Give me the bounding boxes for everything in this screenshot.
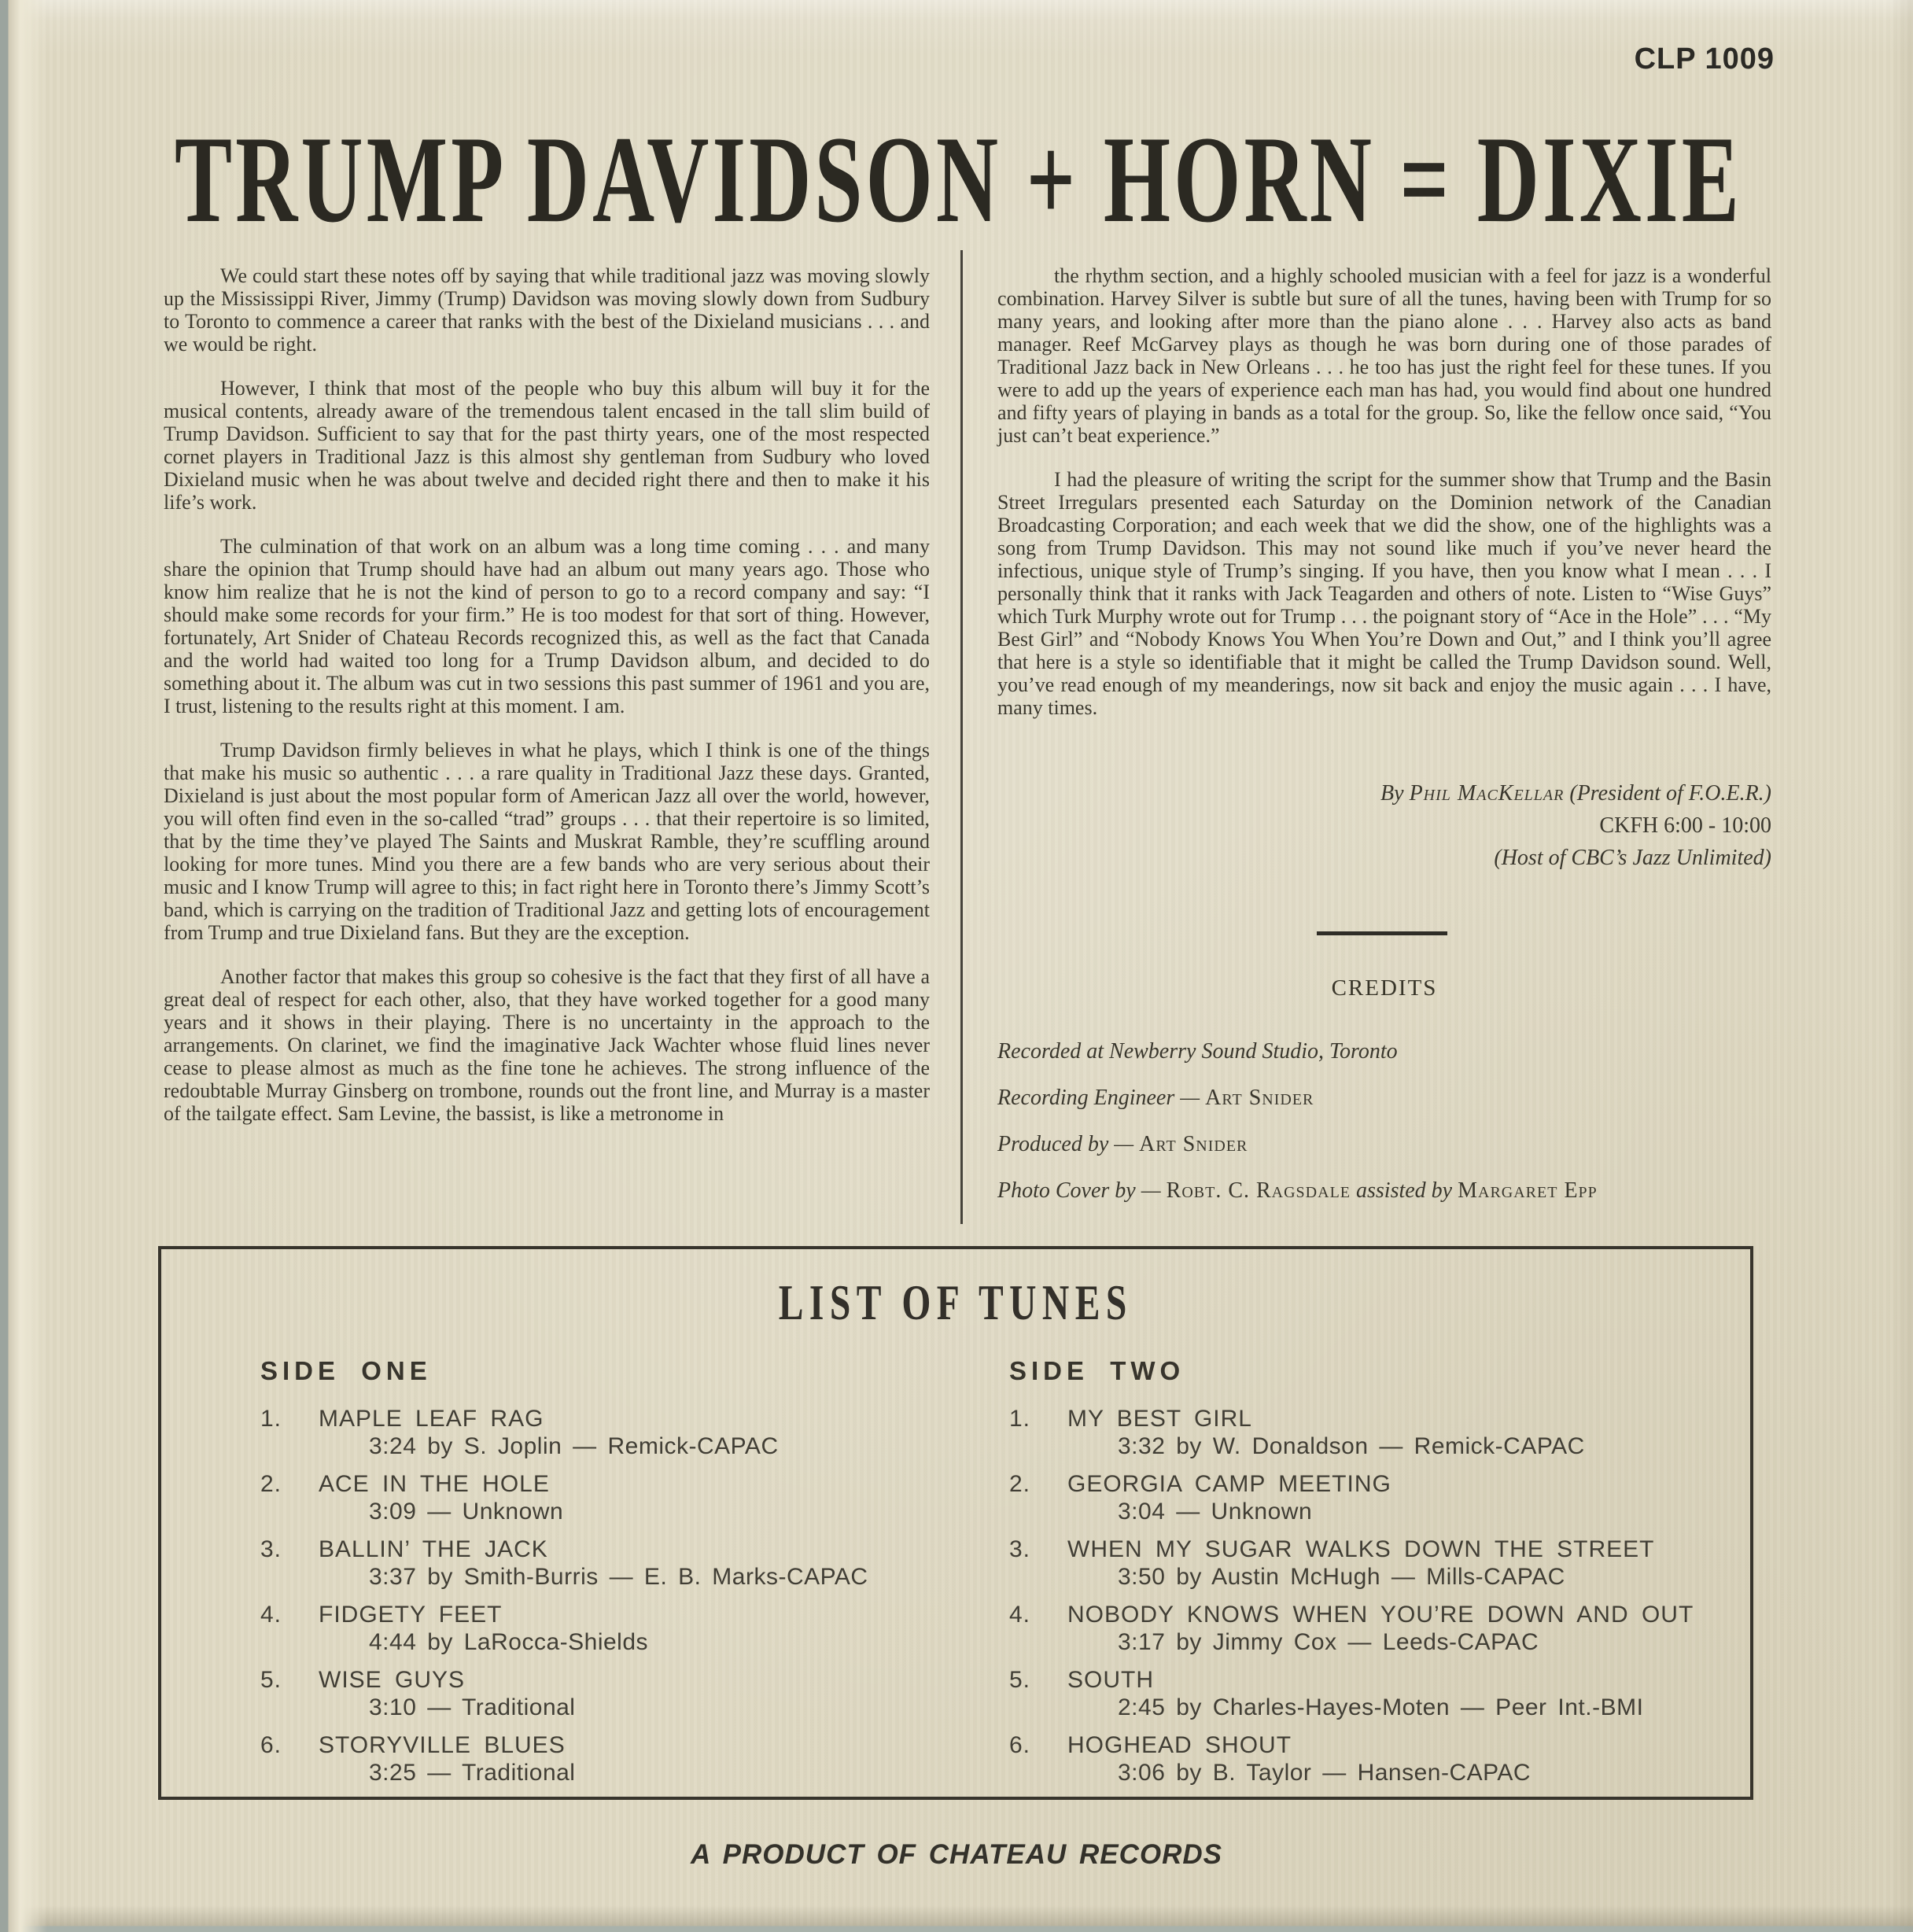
track-title-line — [1009, 1536, 1741, 1563]
credits-heading: CREDITS — [1331, 975, 1438, 1001]
track-row — [1009, 1666, 1741, 1721]
liner-notes-left-column — [164, 264, 930, 1146]
track-row — [1009, 1405, 1741, 1460]
liner-notes-right-column — [997, 264, 1771, 740]
liner-notes-paragraph: We could start these notes off by saying that while traditional jazz was moving slowly up the Mississippi River, Jimmy (Trump) Davidson was moving slowly down from Sudbury to Toronto to commence a career that ranks with the best of the Dixieland musicians . . . and we would be right. — [164, 264, 930, 356]
text-segment: Art Snider — [1139, 1132, 1248, 1156]
album-title: TRUMP DAVIDSON + HORN = DIXIE — [175, 111, 1742, 249]
side-one-track-list — [260, 1405, 968, 1786]
track-title-line — [260, 1731, 968, 1759]
track-title: FIDGETY FEET — [319, 1602, 503, 1628]
byline-line — [997, 842, 1771, 874]
liner-notes-paragraph: However, I think that most of the people who buy this album will buy it for the musical contents, already aware of the tremendous talent encased in the tall slim build of Trump Davidson. Sufficient to say that for the past thirty years, one of the most respected cornet players in Traditional Jazz is this almost shy gentleman from Sudbury who loved Dixieland music when he was about twelve and decided right there and then to make it his life’s work. — [164, 377, 930, 514]
track-detail: 2:45 by Charles-Hayes-Moten — Peer Int.-BMI — [1118, 1694, 1644, 1720]
byline-line — [997, 809, 1771, 842]
byline — [997, 777, 1771, 874]
track-title: HOGHEAD SHOUT — [1067, 1732, 1292, 1758]
text-segment: Photo Cover by — — [997, 1178, 1167, 1203]
track-row — [1009, 1536, 1741, 1591]
track-detail: 3:06 by B. Taylor — Hansen-CAPAC — [1118, 1760, 1532, 1786]
credit-line — [997, 1133, 1771, 1156]
record-label-credit: A PRODUCT OF CHATEAU RECORDS — [690, 1839, 1223, 1870]
text-segment: (Host of CBC’s Jazz Unlimited) — [1494, 846, 1771, 870]
list-of-tunes-box — [158, 1246, 1753, 1800]
column-divider-rule — [960, 250, 963, 1224]
liner-notes-paragraph: The culmination of that work on an album was a long time coming . . . and many share the opinion that Trump should have had an album out many years ago. Those who know him realize that he is not the kind of person to go to a record company and say: “I should make some records for your firm.” He is too modest for that sort of thing. However, fortunately, Art Snider of Chateau Records recognized this, as well as the fact that Canada and the world had waited too long for a Trump Davidson album, and decided to do something about it. The album was cut in two sessions this past summer of 1961 and you are, I trust, listening to the results right at this moment. I am. — [164, 535, 930, 717]
text-segment: Recorded at Newberry Sound Studio, Toronto — [997, 1039, 1398, 1064]
track-title: NOBODY KNOWS WHEN YOU’RE DOWN AND OUT — [1067, 1602, 1694, 1628]
credits-divider-rule — [1317, 931, 1447, 935]
track-detail: 3:32 by W. Donaldson — Remick-CAPAC — [1118, 1433, 1585, 1459]
side-two-section — [1009, 1356, 1741, 1797]
track-title-line — [1009, 1601, 1741, 1628]
side-two-track-list — [1009, 1405, 1741, 1786]
side-one-section — [260, 1356, 968, 1797]
track-title-line — [260, 1405, 968, 1432]
track-number: 3. — [1009, 1536, 1031, 1562]
track-number: 2. — [260, 1471, 282, 1497]
text-segment: Phil MacKellar — [1409, 781, 1565, 806]
track-detail: 3:37 by Smith-Burris — E. B. Marks-CAPAC — [369, 1564, 868, 1590]
track-number: 2. — [1009, 1471, 1031, 1497]
text-segment: CKFH 6:00 - 10:00 — [1599, 813, 1771, 838]
track-title: WISE GUYS — [319, 1667, 466, 1693]
track-row — [1009, 1731, 1741, 1786]
track-number: 4. — [260, 1602, 282, 1628]
track-number: 5. — [1009, 1667, 1031, 1693]
track-number: 5. — [260, 1667, 282, 1693]
track-detail: 3:04 — Unknown — [1118, 1499, 1313, 1525]
track-number: 1. — [260, 1406, 282, 1432]
track-number: 1. — [1009, 1406, 1031, 1432]
text-segment: Art Snider — [1205, 1086, 1314, 1110]
side-two-label: SIDE TWO — [1009, 1356, 1185, 1385]
track-detail: 3:09 — Unknown — [369, 1499, 564, 1525]
track-title: BALLIN’ THE JACK — [319, 1536, 548, 1562]
liner-notes-paragraph: the rhythm section, and a highly schooled musician with a feel for jazz is a wonderful combination. Harvey Silver is subtle but sure of all the tunes, having been with Trump for so many years, and looking after more than the piano alone . . . Harvey also acts as band manager. Reef McGarvey plays as though he was born during one of those parades of Traditional Jazz back in New Orleans . . . he too has just the right feel for these tunes. If you were to add up the years of experience each man has had, you would find about one hundred and fifty years of playing in bands as a total for the group. So, like the fellow once said, “You just can’t beat experience.” — [997, 264, 1771, 447]
track-title: STORYVILLE BLUES — [319, 1732, 566, 1758]
track-title: MAPLE LEAF RAG — [319, 1406, 544, 1432]
text-segment: Margaret Epp — [1458, 1178, 1598, 1203]
track-title-line — [260, 1666, 968, 1694]
track-row — [260, 1666, 968, 1721]
tunes-heading: LIST OF TUNES — [779, 1274, 1133, 1330]
track-title-line — [260, 1601, 968, 1628]
track-row — [1009, 1470, 1741, 1525]
byline-line — [997, 777, 1771, 809]
liner-notes-paragraph: I had the pleasure of writing the script for the summer show that Trump and the Basin Street Irregulars presented each Saturday on the Dominion network of the Canadian Broadcasting Corporation; and each week that we did the show, one of the highlights was a song from Trump Davidson. This may not sound like much if you’ve never heard the infectious, unique style of Trump’s singing. If you have, then you know what I mean . . . I personally think that it ranks with Jack Teagarden and others of note. Listen to “Wise Guys” which Turk Murphy wrote out for Trump . . . the poignant story of “Ace in the Hole” . . . “My Best Girl” and “Nobody Knows You When You’re Down and Out,” and I think you’ll agree that here is a style so identifiable that it might be called the Trump Davidson sound. Well, you’ve read enough of my meanderings, now sit back and enjoy the music again . . . I have, many times. — [997, 468, 1771, 719]
text-segment: Produced by — — [997, 1132, 1140, 1156]
track-row — [260, 1470, 968, 1525]
track-number: 6. — [1009, 1732, 1031, 1758]
track-row — [260, 1536, 968, 1591]
album-title-block — [175, 111, 1742, 252]
track-title: MY BEST GIRL — [1067, 1406, 1252, 1432]
credit-line — [997, 1179, 1771, 1202]
track-number: 6. — [260, 1732, 282, 1758]
track-detail: 3:17 by Jimmy Cox — Leeds-CAPAC — [1118, 1629, 1539, 1655]
track-row — [260, 1731, 968, 1786]
track-title: ACE IN THE HOLE — [319, 1471, 550, 1497]
text-segment: Robt. C. Ragsdale — [1166, 1178, 1351, 1203]
track-title-line — [1009, 1470, 1741, 1498]
side-one-label: SIDE ONE — [260, 1356, 432, 1385]
liner-notes-paragraph: Another factor that makes this group so cohesive is the fact that they first of all have a great deal of respect for each other, also, that they have worked together for a good many years and it shows in their playing. There is no uncertainty in the approach to the arrangements. On clarinet, we find the imaginative Jack Wachter whose fluid lines never cease to please almost as much as the fine tone he achieves. The strong influence of the redoubtable Murray Ginsberg on trombone, rounds out the front line, and Murray is a master of the tailgate effect. Sam Levine, the bassist, is like a metronome in — [164, 965, 930, 1125]
track-title: SOUTH — [1067, 1667, 1154, 1693]
tunes-heading-block — [161, 1274, 1750, 1330]
track-title-line — [1009, 1666, 1741, 1694]
track-title: WHEN MY SUGAR WALKS DOWN THE STREET — [1067, 1536, 1655, 1562]
text-segment: assisted by — [1351, 1178, 1458, 1203]
track-title-line — [1009, 1731, 1741, 1759]
credit-line — [997, 1086, 1771, 1109]
text-segment: By — [1380, 781, 1410, 806]
liner-notes-paragraph: Trump Davidson firmly believes in what he plays, which I think is one of the things that make his music so authentic . . . a rare quality in Traditional Jazz these days. Granted, Dixieland is just about the most popular form of American Jazz all over the world, however, you will often find even in the so-called “trad” groups . . . that their repertoire is so limited, that by the time they’ve played The Saints and Muskrat Ramble, they’re scuffling around looking for more tunes. Mind you there are a few bands who are very serious about their music and I know Trump will agree to this; in fact right here in Toronto there’s Jimmy Scott’s band, which is carrying on the tradition of Traditional Jazz and getting lots of encouragement from Trump and true Dixieland fans. But they are the exception. — [164, 739, 930, 944]
track-detail: 3:24 by S. Joplin — Remick-CAPAC — [369, 1433, 779, 1459]
track-detail: 3:25 — Traditional — [369, 1760, 576, 1786]
track-title: GEORGIA CAMP MEETING — [1067, 1471, 1391, 1497]
credit-line — [997, 1040, 1771, 1063]
catalog-number: CLP 1009 — [1634, 42, 1775, 76]
track-number: 3. — [260, 1536, 282, 1562]
track-row — [260, 1405, 968, 1460]
track-row — [1009, 1601, 1741, 1656]
track-title-line — [260, 1536, 968, 1563]
track-row — [260, 1601, 968, 1656]
track-title-line — [260, 1470, 968, 1498]
text-segment: Recording Engineer — — [997, 1086, 1206, 1110]
track-title-line — [1009, 1405, 1741, 1432]
track-detail: 4:44 by LaRocca-Shields — [369, 1629, 649, 1655]
track-detail: 3:10 — Traditional — [369, 1694, 576, 1720]
track-number: 4. — [1009, 1602, 1031, 1628]
track-detail: 3:50 by Austin McHugh — Mills-CAPAC — [1118, 1564, 1565, 1590]
credits-list — [997, 1040, 1771, 1226]
text-segment: (President of F.O.E.R.) — [1564, 781, 1771, 806]
